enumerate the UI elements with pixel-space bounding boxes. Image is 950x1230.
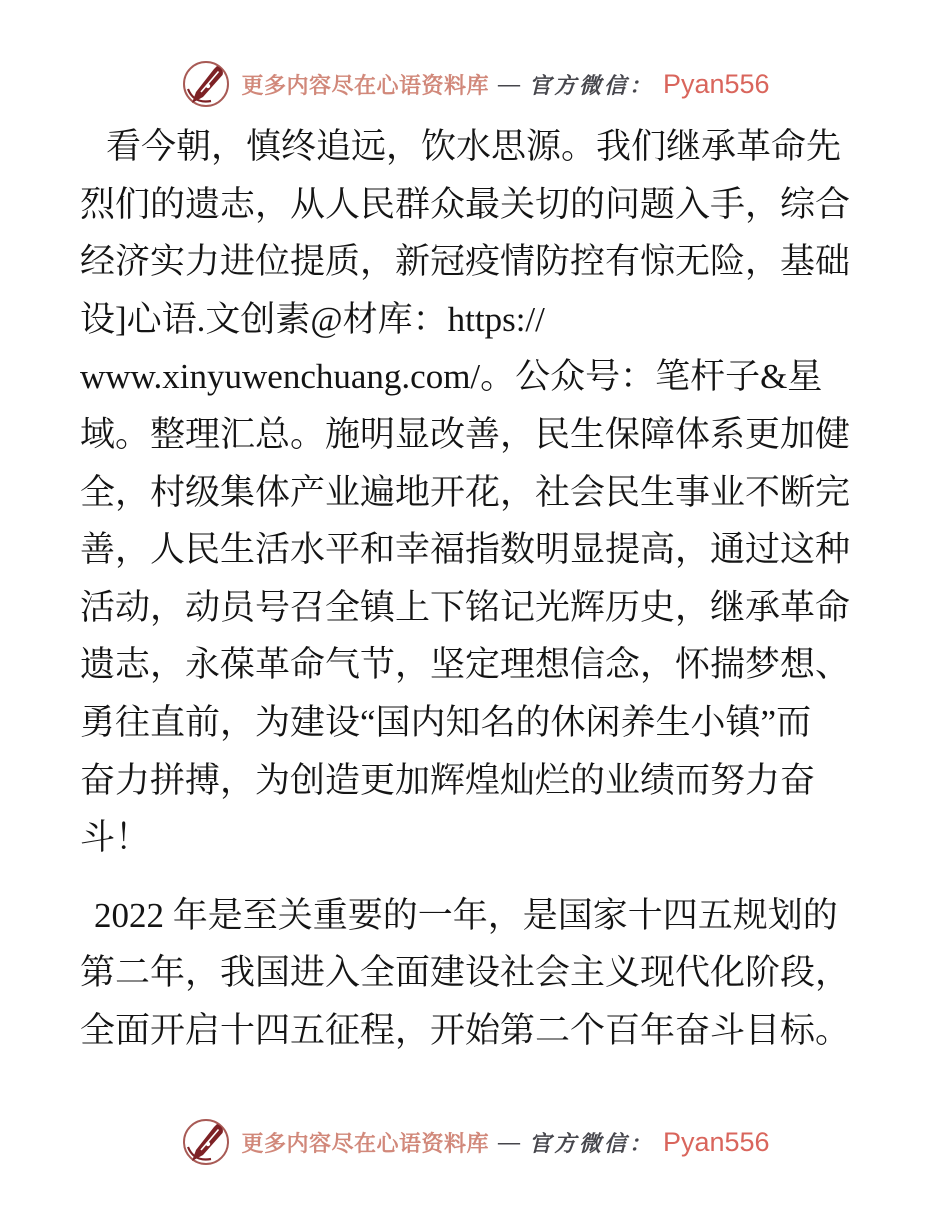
text-line: 斗！ [80,818,151,858]
document-body [80,118,875,1060]
text-line: 全，村级集体产业遍地开花，社会民生事业不断完 [80,472,851,512]
text-line: 善，人民生活水平和幸福指数明显提高，通过这种 [80,530,851,570]
wechat-id: Pyan556 [662,1126,770,1157]
text-line: www.xinyuwenchuang.com/。公众号：笔杆子&星 [80,357,823,397]
header-banner [0,58,950,110]
dash-separator: — [497,71,520,96]
footer-banner [0,1116,950,1168]
dash-separator: — [497,1129,520,1154]
wechat-label: 官方微信： [528,1130,654,1156]
text-line: 全面开启十四五征程，开始第二个百年奋斗目标。 [80,1010,851,1050]
text-line: 第二年，我国进入全面建设社会主义现代化阶段， [80,953,851,993]
brand-text: 更多内容尽在心语资料库 [241,1130,489,1156]
text-line: 经济实力进位提质，新冠疫情防控有惊无险，基础 [80,242,851,282]
text-line: 2022 年是至关重要的一年，是国家十四五规划的 [94,895,838,935]
text-line: 设]心语.文创素@材库：https:// [80,299,545,339]
pen-nib-circle-logo-icon [180,58,232,110]
text-line: 域。整理汇总。施明显改善，民生保障体系更加健 [80,414,851,454]
pen-nib-circle-logo-icon [180,1116,232,1168]
text-line: 勇往直前，为建设“国内知名的休闲养生小镇”而 [80,702,812,742]
wechat-id: Pyan556 [662,68,770,99]
text-line: 遗志，永葆革命气节，坚定理想信念，怀揣梦想、 [80,645,851,685]
text-line: 活动，动员号召全镇上下铭记光辉历史，继承革命 [80,587,851,627]
text-line: 奋力拼搏，为创造更加辉煌灿烂的业绩而努力奋 [80,760,816,800]
wechat-label: 官方微信： [528,72,654,98]
text-line: 看今朝，慎终追远，饮水思源。我们继承革命先 [106,127,842,166]
brand-text: 更多内容尽在心语资料库 [241,72,489,98]
text-line: 烈们的遗志，从人民群众最关切的问题入手，综合 [80,184,851,224]
